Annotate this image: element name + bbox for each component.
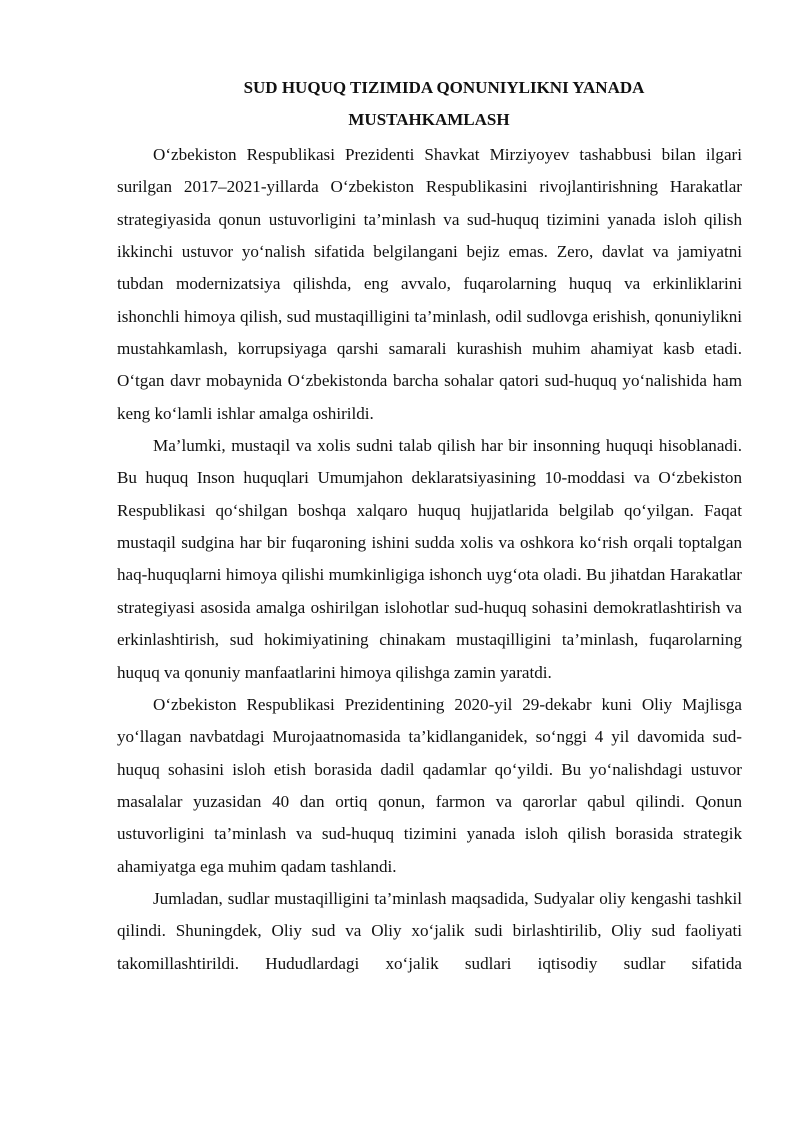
paragraph-4: Jumladan, sudlar mustaqilligini ta’minlash maqsadida, Sudyalar oliy kengashi tashkil qilindi. Shuningdek, Oliy sud va Oliy xo‘jalik sudi birlashtirilib, Oliy sud faoliyati takomillashtirildi. Hududlardagi xo‘jalik sudlari iqtisodiy sudlar sifatida xyxy=(117,888,742,973)
paragraph-3: O‘zbekiston Respublikasi Prezidentining 2020-yil 29-dekabr kuni Oliy Majlisga yo‘llagan navbatdagi Murojaatnomasida ta’kidlanganidek, so‘nggi 4 yil davomida sud-huquq sohasini isloh etish borasida dadil qadamlar qo‘yildi. Bu yo‘nalishdagi ustuvor masalalar yuzasidan 40 dan ortiq qonun, farmon va qarorlar qabul qilindi. Qonun ustuvorligini ta’minlash va sud-huquq tizimini yanada isloh qilish borasida strategik ahamiyatga ega muhim qadam tashlandi. xyxy=(117,694,742,876)
document-title-line-1: SUD HUQUQ TIZIMIDA QONUNIYLIKNI YANADA xyxy=(243,78,645,97)
paragraph-2: Ma’lumki, mustaqil va xolis sudni talab qilish har bir insonning huquqi hisoblanadi. Bu huquq Inson huquqlari Umumjahon deklaratsiyasining 10-moddasi va O‘zbekiston Respublikasi qo‘shilgan boshqa xalqaro huquq hujjatlarida belgilab qo‘yilgan. Faqat mustaqil sudgina har bir fuqaroning ishini sudda xolis va oshkora ko‘rish orqali toptalgan haq-huquqlarni himoya qilishi mumkinligiga ishonch uyg‘ota oladi. Bu jihatdan Harakatlar strategiyasi asosida amalga oshirilgan islohotlar sud-huquq sohasini demokratlashtirish va erkinlashtirish, sud hokimiyatining chinakam mustaqilligini ta’minlash, fuqarolarning huquq va qonuniy manfaatlarini himoya qilishga zamin yaratdi. xyxy=(117,436,742,682)
paragraph-1: O‘zbekiston Respublikasi Prezidenti Shavkat Mirziyoyev tashabbusi bilan ilgari surilgan 2017–2021-yillarda O‘zbekiston Respublikasini rivojlantirishning Harakatlar strategiyasida qonun ustuvorligini ta’minlash va sud-huquq tizimini yanada isloh qilish ikkinchi ustuvor yo‘nalish sifatida belgilangani bejiz emas. Zero, davlat va jamiyatni tubdan modernizatsiya qilishda, eng avvalo, fuqarolarning huquq va erkinliklarini ishonchli himoya qilish, sud mustaqilligini ta’minlash, odil sudlovga erishish, qonuniylikni mustahkamlash, korrupsiyaga qarshi samarali kurashish muhim ahamiyat kasb etadi. O‘tgan davr mobaynida O‘zbekistonda barcha sohalar qatori sud-huquq yo‘nalishida ham keng ko‘lamli ishlar amalga oshirildi. xyxy=(117,145,742,423)
document-body xyxy=(117,139,742,980)
document-title-line-2: MUSTAHKAMLASH xyxy=(348,110,510,129)
